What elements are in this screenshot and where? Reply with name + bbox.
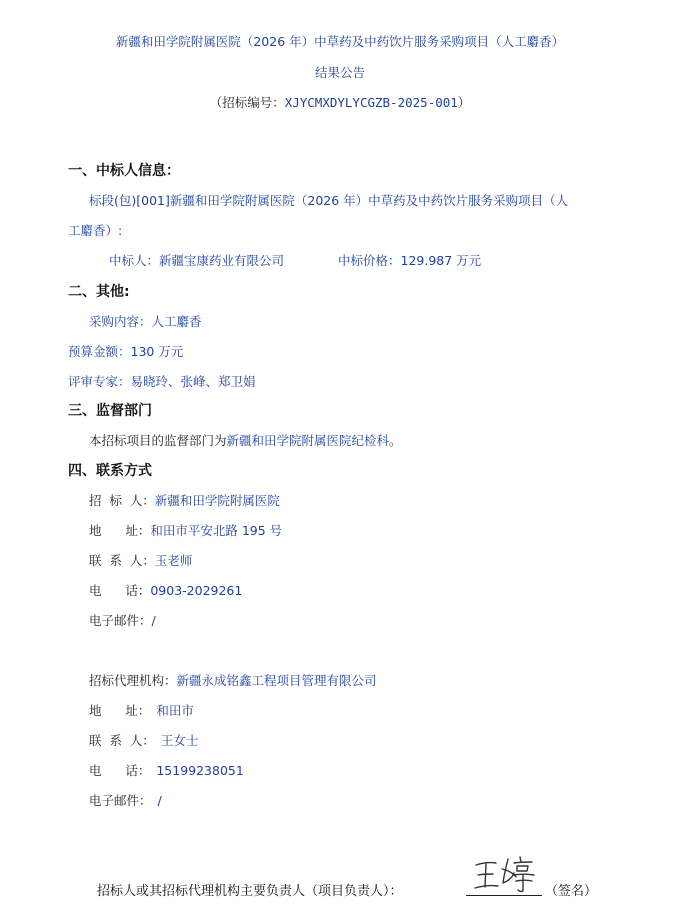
agency-contact-label: 联 系 人：: [89, 733, 155, 748]
winner-row: [109, 251, 284, 269]
agency-address: 和田市: [156, 703, 194, 718]
agency-email-label: 电子邮件：: [89, 793, 152, 808]
tenderer-contact: 玉老师: [154, 553, 193, 568]
agency-email: /: [157, 793, 162, 808]
tenderer-contact-label: 联 系 人：: [89, 553, 155, 568]
content-row: [89, 312, 202, 330]
supervision-prefix: 本招标项目的监督部门为: [89, 433, 227, 448]
agency-name-label: 招标代理机构：: [89, 673, 177, 688]
experts-value: 易晓玲、张峰、郑卫娟: [130, 374, 256, 389]
section3-heading: 三、监督部门: [68, 403, 152, 419]
tenderer-phone: 0903-2029261: [150, 583, 243, 598]
price-row: [338, 251, 481, 269]
budget-row: [68, 342, 183, 360]
agency-phone-label: 电 话：: [89, 763, 151, 778]
agency-contact-row: [89, 731, 198, 749]
bid-number: XJYCMXDYLYCGZB-2025-001: [284, 95, 458, 110]
bid-number-line: [0, 93, 680, 111]
winner-label: 中标人：: [109, 253, 160, 268]
lot-line-1: 标段(包)[001]新疆和田学院附属医院（2026 年）中草药及中药饮片服务采购项目（人: [89, 193, 569, 208]
section4-heading: 四、联系方式: [68, 463, 152, 479]
tenderer-email-label: 电子邮件：: [89, 613, 152, 628]
tenderer-address: 和田市平安北路 195 号: [150, 523, 283, 538]
tenderer-email-row: [89, 611, 156, 629]
tenderer-address-row: [89, 521, 282, 539]
signature-label: 招标人或其招标代理机构主要负责人（项目负责人）：: [97, 884, 403, 899]
tenderer-contact-row: [89, 551, 192, 569]
agency-name-row: [89, 671, 377, 689]
tenderer-name: 新疆和田学院附属医院: [154, 493, 280, 508]
page-title: 新疆和田学院附属医院（2026 年）中草药及中药饮片服务采购项目（人工麝香）: [115, 34, 565, 49]
content-value: 人工麝香: [151, 314, 202, 329]
agency-name: 新疆永成铭鑫工程项目管理有限公司: [176, 673, 377, 688]
price-label: 中标价格：: [338, 253, 401, 268]
bid-number-suffix: ）: [457, 95, 471, 110]
page-subtitle: 结果公告: [314, 65, 365, 80]
price-value: 129.987 万元: [400, 253, 482, 268]
section2-heading: 二、其他:: [68, 284, 130, 300]
signature-underline: [466, 895, 542, 896]
content-label: 采购内容：: [89, 314, 152, 329]
bid-number-prefix: （招标编号：: [209, 95, 285, 110]
budget-label: 预算金额：: [68, 344, 131, 359]
supervision-org: 新疆和田学院附属医院纪检科: [226, 433, 390, 448]
tenderer-name-label: 招 标 人：: [89, 493, 155, 508]
tenderer-address-label: 地 址：: [89, 523, 151, 538]
tenderer-email: /: [151, 613, 156, 628]
experts-row: [68, 372, 256, 390]
tenderer-phone-row: [89, 581, 242, 599]
tenderer-phone-label: 电 话：: [89, 583, 151, 598]
handwritten-signature: [470, 853, 542, 895]
agency-address-row: [89, 701, 194, 719]
supervision-text: [89, 431, 402, 449]
winner-name: 新疆宝康药业有限公司: [159, 253, 285, 268]
signature-suffix: （签名）: [545, 884, 598, 899]
agency-contact: 王女士: [160, 733, 199, 748]
section1-heading: 一、中标人信息：: [68, 163, 180, 179]
experts-label: 评审专家：: [68, 374, 131, 389]
supervision-suffix: 。: [389, 433, 402, 448]
agency-email-row: [89, 791, 162, 809]
agency-address-label: 地 址：: [89, 703, 151, 718]
agency-phone-row: [89, 761, 244, 779]
budget-value: 130 万元: [130, 344, 184, 359]
lot-line-2: 工麝香）:: [68, 223, 123, 238]
agency-phone: 15199238051: [156, 763, 244, 778]
tenderer-name-row: [89, 491, 280, 509]
